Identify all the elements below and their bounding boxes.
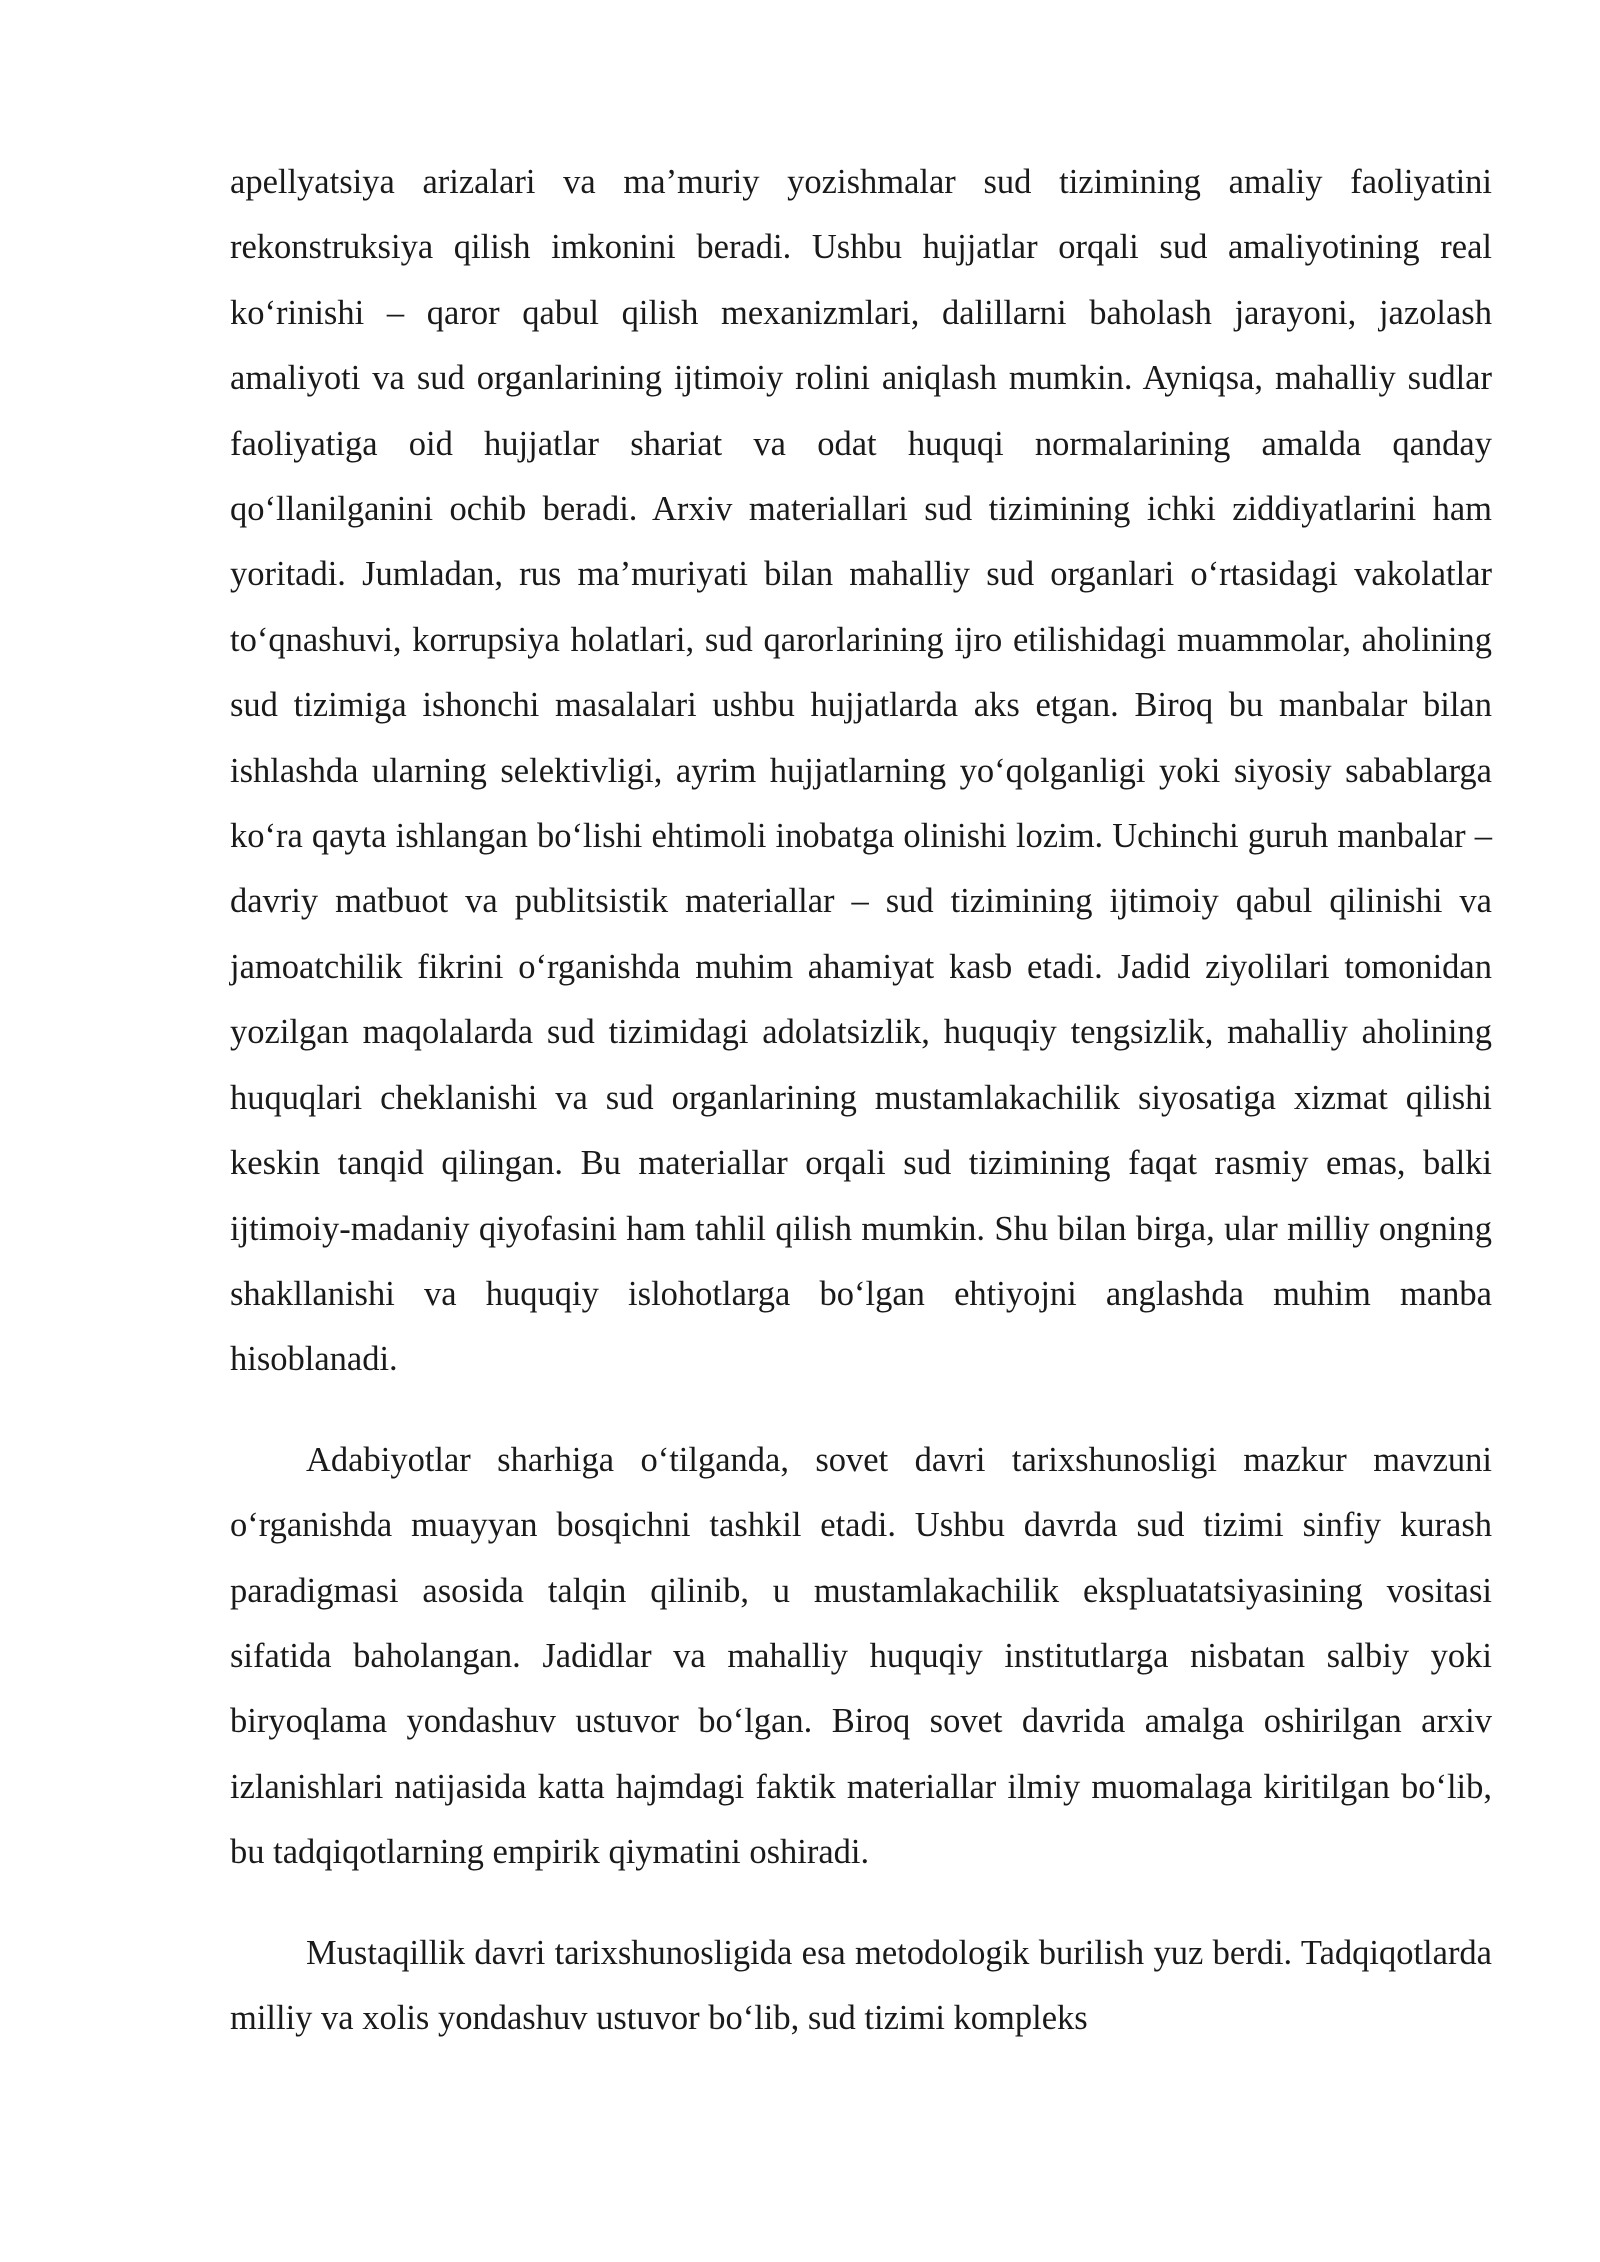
paragraph-1: apellyatsiya arizalari va ma’muriy yozishmalar sud tizimining amaliy faoliyatini rekonstruksiya qilish imkonini beradi. Ushbu hujjatlar orqali sud amaliyotining real ko‘rinishi – qaror qabul qilish mexanizmlari, dalillarni baholash jarayoni, jazolash amaliyoti va sud organlarining ijtimoiy rolini aniqlash mumkin. Ayniqsa, mahalliy sudlar faoliyatiga oid hujjatlar shariat va odat huquqi normalarining amalda qanday qo‘llanilganini ochib beradi. Arxiv materiallari sud tizimining ichki ziddiyatlarini ham yoritadi. Jumladan, rus ma’muriyati bilan mahalliy sud organlari o‘rtasidagi vakolatlar to‘qnashuvi, korrupsiya holatlari, sud qarorlarining ijro etilishidagi muammolar, aholining sud tizimiga ishonchi masalalari ushbu hujjatlarda aks etgan. Biroq bu manbalar bilan ishlashda ularning selektivligi, ayrim hujjatlarning yo‘qolganligi yoki siyosiy sabablarga ko‘ra qayta ishlangan bo‘lishi ehtimoli inobatga olinishi lozim. Uchinchi guruh manbalar – davriy matbuot va publitsistik materiallar – sud tizimining ijtimoiy qabul qilinishi va jamoatchilik fikrini o‘rganishda muhim ahamiyat kasb etadi. Jadid ziyolilari tomonidan yozilgan maqolalarda sud tizimidagi adolatsizlik, huquqiy tengsizlik, mahalliy aholining huquqlari cheklanishi va sud organlarining mustamlakachilik siyosatiga xizmat qilishi keskin tanqid qilingan. Bu materiallar orqali sud tizimining faqat rasmiy emas, balki ijtimoiy-madaniy qiyofasini ham tahlil qilish mumkin. Shu bilan birga, ular milliy ongning shakllanishi va huquqiy islohotlarga bo‘lgan ehtiyojni anglashda muhim manba hisoblanadi.: [230, 163, 1492, 1379]
paragraph-2: Adabiyotlar sharhiga o‘tilganda, sovet davri tarixshunosligi mazkur mavzuni o‘rganishda muayyan bosqichni tashkil etadi. Ushbu davrda sud tizimi sinfiy kurash paradigmasi asosida talqin qilinib, u mustamlakachilik ekspluatatsiyasining vositasi sifatida baholangan. Jadidlar va mahalliy huquqiy institutlarga nisbatan salbiy yoki biryoqlama yondashuv ustuvor bo‘lgan. Biroq sovet davrida amalga oshirilgan arxiv izlanishlari natijasida katta hajmdagi faktik materiallar ilmiy muomalaga kiritilgan bo‘lib, bu tadqiqotlarning empirik qiymatini oshiradi.: [230, 1440, 1492, 1872]
body-text: [230, 150, 1492, 2051]
paragraph-3: Mustaqillik davri tarixshunosligida esa metodologik burilish yuz berdi. Tadqiqotlarda milliy va xolis yondashuv ustuvor bo‘lib, sud tizimi kompleks: [230, 1933, 1492, 2037]
